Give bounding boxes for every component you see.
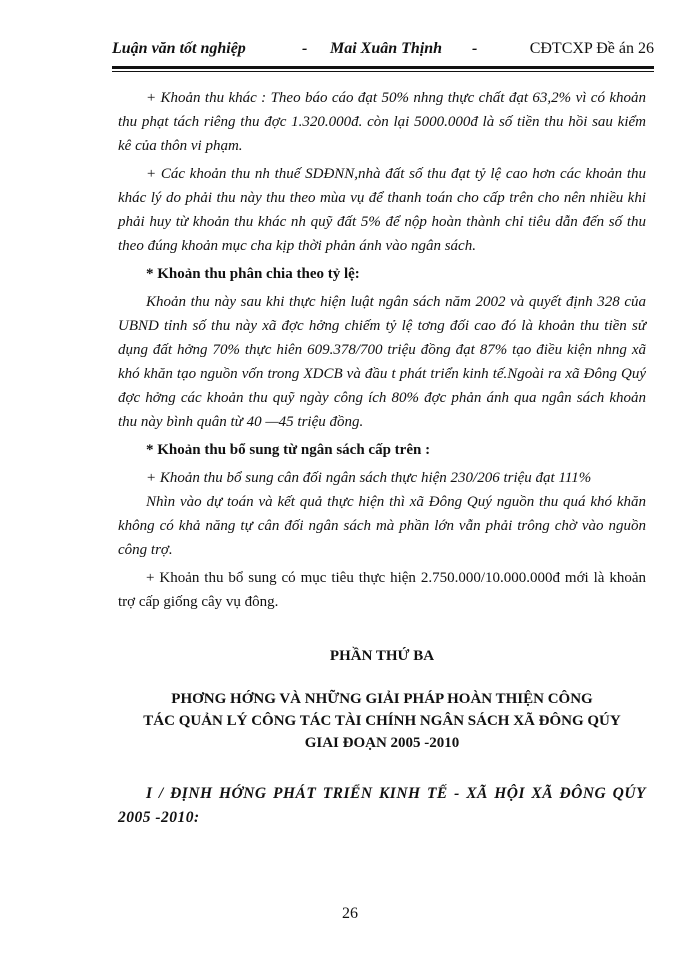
paragraph-targeted-supplement: + Khoản thu bổ sung có mục tiêu thực hiện 2.750.000/10.000.000đ mới là khoản trợ cấp giống cây vụ đông. bbox=[118, 570, 646, 610]
paragraph-assessment: Nhìn vào dự toán và kết quả thực hiện thì xã Đông Quý nguồn thu quá khó khăn không có khả năng tự cân đối ngân sách mà phần lớn vẫn phải trông chờ vào nguồn công trợ. bbox=[118, 494, 646, 558]
page-number: 26 bbox=[342, 905, 358, 922]
paragraph-shared-revenue: Khoản thu này sau khi thực hiện luật ngân sách năm 2002 và quyết định 328 của UBND tỉnh số thu này xã đợc hởng chiếm tỷ lệ tơng đối cao đó là khoản thu tiền sử dụng đất hởng 70% thực hiên 609.378/700 triệu đồng đạt 87% tạo điều kiện nhng xã khó khăn tạo nguồn vốn trong XDCB và đầu t phát triển kinh tế.Ngoài ra xã Đông Quý đợc hởng các khoản thu quỹ ngày công ích 80% đợc phản ánh qua ngân sách khoản thu này bình quân từ 40 —45 triệu đồng. bbox=[118, 294, 646, 430]
paragraph-balance-supplement: + Khoản thu bổ sung cân đối ngân sách thực hiện 230/206 triệu đạt 111% bbox=[146, 470, 592, 486]
header-project: CĐTCXP Đề án 26 bbox=[529, 40, 654, 57]
part-heading: PHẦN THỨ BA bbox=[329, 648, 435, 664]
subheading-shared-revenue: * Khoản thu phân chia theo tỷ lệ: bbox=[146, 266, 360, 282]
paragraph-land-tax: + Các khoản thu nh thuế SDĐNN,nhà đất số thu đạt tỷ lệ cao hơn các khoản thu khác lý do phải thu này thu theo mùa vụ để thanh toán cho cấp trên cho nên nhiều khi phải huy từ khoản thu khác nh quỹ đất 5% để nộp hoàn thành chỉ tiêu dẫn đến số thu theo đúng khoản mục cha kịp thời phản ánh vào ngân sách. bbox=[118, 166, 646, 254]
chapter-title-line-3: GIAI ĐOẠN 2005 -2010 bbox=[304, 735, 460, 751]
header-separator: - bbox=[472, 40, 478, 57]
paragraph-other-revenue: + Khoản thu khác : Theo báo cáo đạt 50% nhng thực chất đạt 63,2% vì có khoản thu phạt tách riêng thu đợc 1.320.000đ. còn lại 5000.000đ là số tiền thu hồi sau kiểm kê của thôn vi phạm. bbox=[118, 90, 646, 154]
page-body bbox=[118, 86, 646, 830]
header-thesis-label: Luận văn tốt nghiệp bbox=[112, 40, 246, 57]
chapter-title-line-1: PHƠNG HỚNG VÀ NHỮNG GIẢI PHÁP HOÀN THIỆN CÔNG bbox=[171, 691, 593, 707]
chapter-title-line-2: TÁC QUẢN LÝ CÔNG TÁC TÀI CHÍNH NGÂN SÁCH XÃ ĐÔNG QÚY bbox=[143, 713, 621, 729]
header-author: Mai Xuân Thịnh bbox=[330, 40, 443, 57]
subheading-supplementary-revenue: * Khoản thu bổ sung từ ngân sách cấp trên : bbox=[146, 442, 431, 458]
running-header bbox=[112, 38, 654, 64]
header-separator: - bbox=[302, 40, 308, 57]
header-rule-thin bbox=[112, 71, 654, 72]
section-heading: I / ĐỊNH HỚNG PHÁT TRIỂN KINH TẾ - XÃ HỘI XÃ ĐÔNG QÚY 2005 -2010: bbox=[118, 785, 646, 826]
header-rule-thick bbox=[112, 66, 654, 69]
